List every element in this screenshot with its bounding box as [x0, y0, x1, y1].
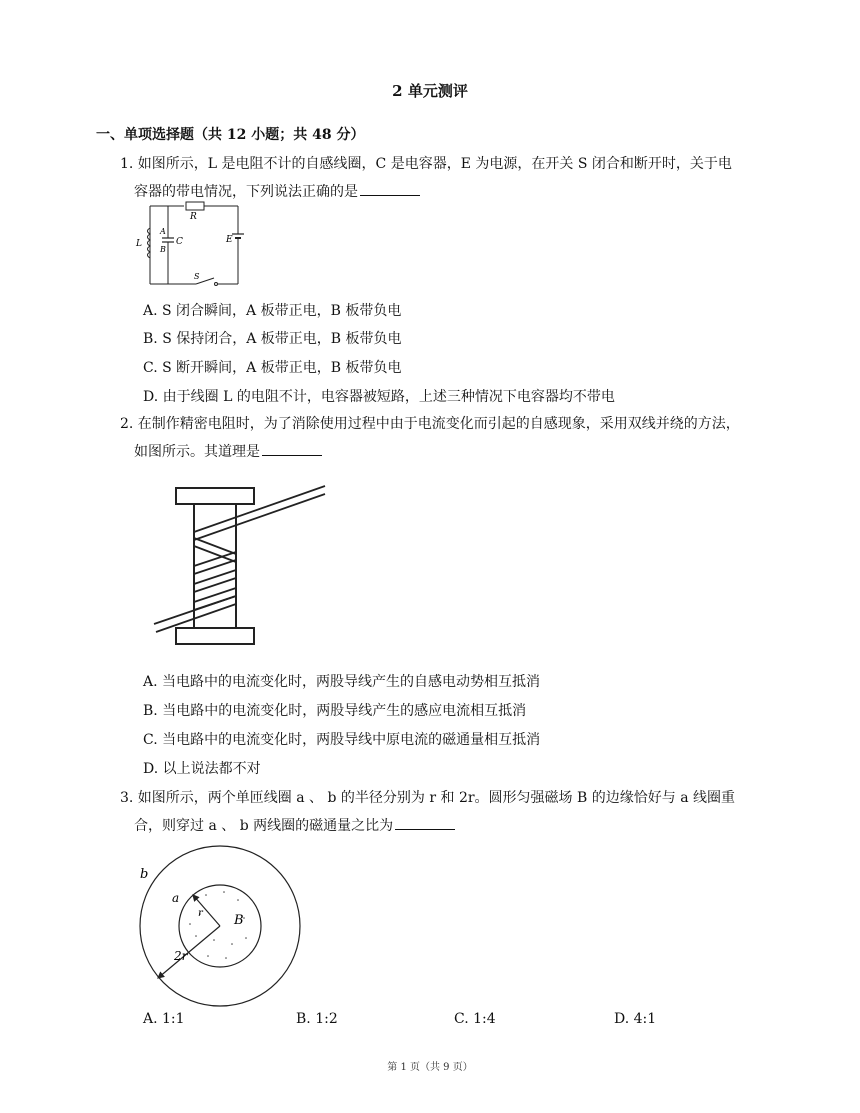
label-L: L [136, 239, 142, 249]
answer-blank [262, 441, 322, 456]
q1-option-a: A. S 闭合瞬间，A 板带正电，B 板带负电 [143, 303, 402, 319]
label-E: E [226, 235, 233, 245]
q1-option-b: B. S 保持闭合，A 板带正电，B 板带负电 [143, 331, 402, 347]
q3-option-a: A. 1:1 [143, 1011, 185, 1027]
label-b: b [140, 867, 149, 882]
label-B-field: B [234, 913, 244, 928]
concentric-coils-diagram [134, 840, 304, 1010]
q1-option-d: D. 由于线圈 L 的电阻不计，电容器被短路，上述三种情况下电容器均不带电 [143, 389, 615, 405]
page-title: 2 单元测评 [392, 82, 468, 100]
label-B: B [160, 245, 166, 254]
question-2-text: 如图所示。其道理是 [134, 444, 260, 460]
circuit-diagram [134, 200, 246, 296]
question-3-line2 [134, 814, 455, 838]
label-S: S [194, 272, 200, 281]
q2-option-d: D. 以上说法都不对 [143, 761, 261, 777]
page-footer: 第 1 页（共 9 页） [387, 1062, 473, 1073]
q3-option-b: B. 1:2 [296, 1011, 338, 1027]
q2-option-a: A. 当电路中的电流变化时，两股导线产生的自感电动势相互抵消 [143, 674, 541, 690]
question-2-line2 [134, 440, 322, 464]
label-A: A [160, 227, 166, 236]
answer-blank [360, 181, 420, 196]
label-C: C [176, 237, 183, 247]
question-2-line1: 2. 在制作精密电阻时，为了消除使用过程中由于电流变化而引起的自感现象，采用双线并绕的方法， [120, 416, 740, 432]
q3-option-c: C. 1:4 [454, 1011, 496, 1027]
question-3-line1: 3. 如图所示，两个单匝线圈 a 、 b 的半径分别为 r 和 2r。圆形匀强磁场 B 的边缘恰好与 a 线圈重 [120, 790, 735, 806]
label-R: R [190, 212, 197, 222]
section-heading: 一、单项选择题（共 12 小题；共 48 分） [96, 127, 365, 143]
question-3-text: 合，则穿过 a 、 b 两线圈的磁通量之比为 [134, 818, 394, 834]
q1-option-c: C. S 断开瞬间，A 板带正电，B 板带负电 [143, 360, 402, 376]
q3-option-d: D. 4:1 [614, 1011, 657, 1027]
label-r: r [198, 908, 203, 919]
q2-option-c: C. 当电路中的电流变化时，两股导线中原电流的磁通量相互抵消 [143, 732, 541, 748]
label-a: a [172, 891, 180, 905]
label-2r: 2r [174, 949, 188, 963]
q2-option-b: B. 当电路中的电流变化时，两股导线产生的感应电流相互抵消 [143, 703, 527, 719]
bifilar-resistor-diagram [140, 476, 335, 660]
question-1-line1: 1. 如图所示，L 是电阻不计的自感线圈，C 是电容器，E 为电源，在开关 S 闭合和断开时，关于电 [120, 156, 732, 172]
question-1-text: 容器的带电情况，下列说法正确的是 [134, 184, 358, 200]
answer-blank [395, 815, 455, 830]
